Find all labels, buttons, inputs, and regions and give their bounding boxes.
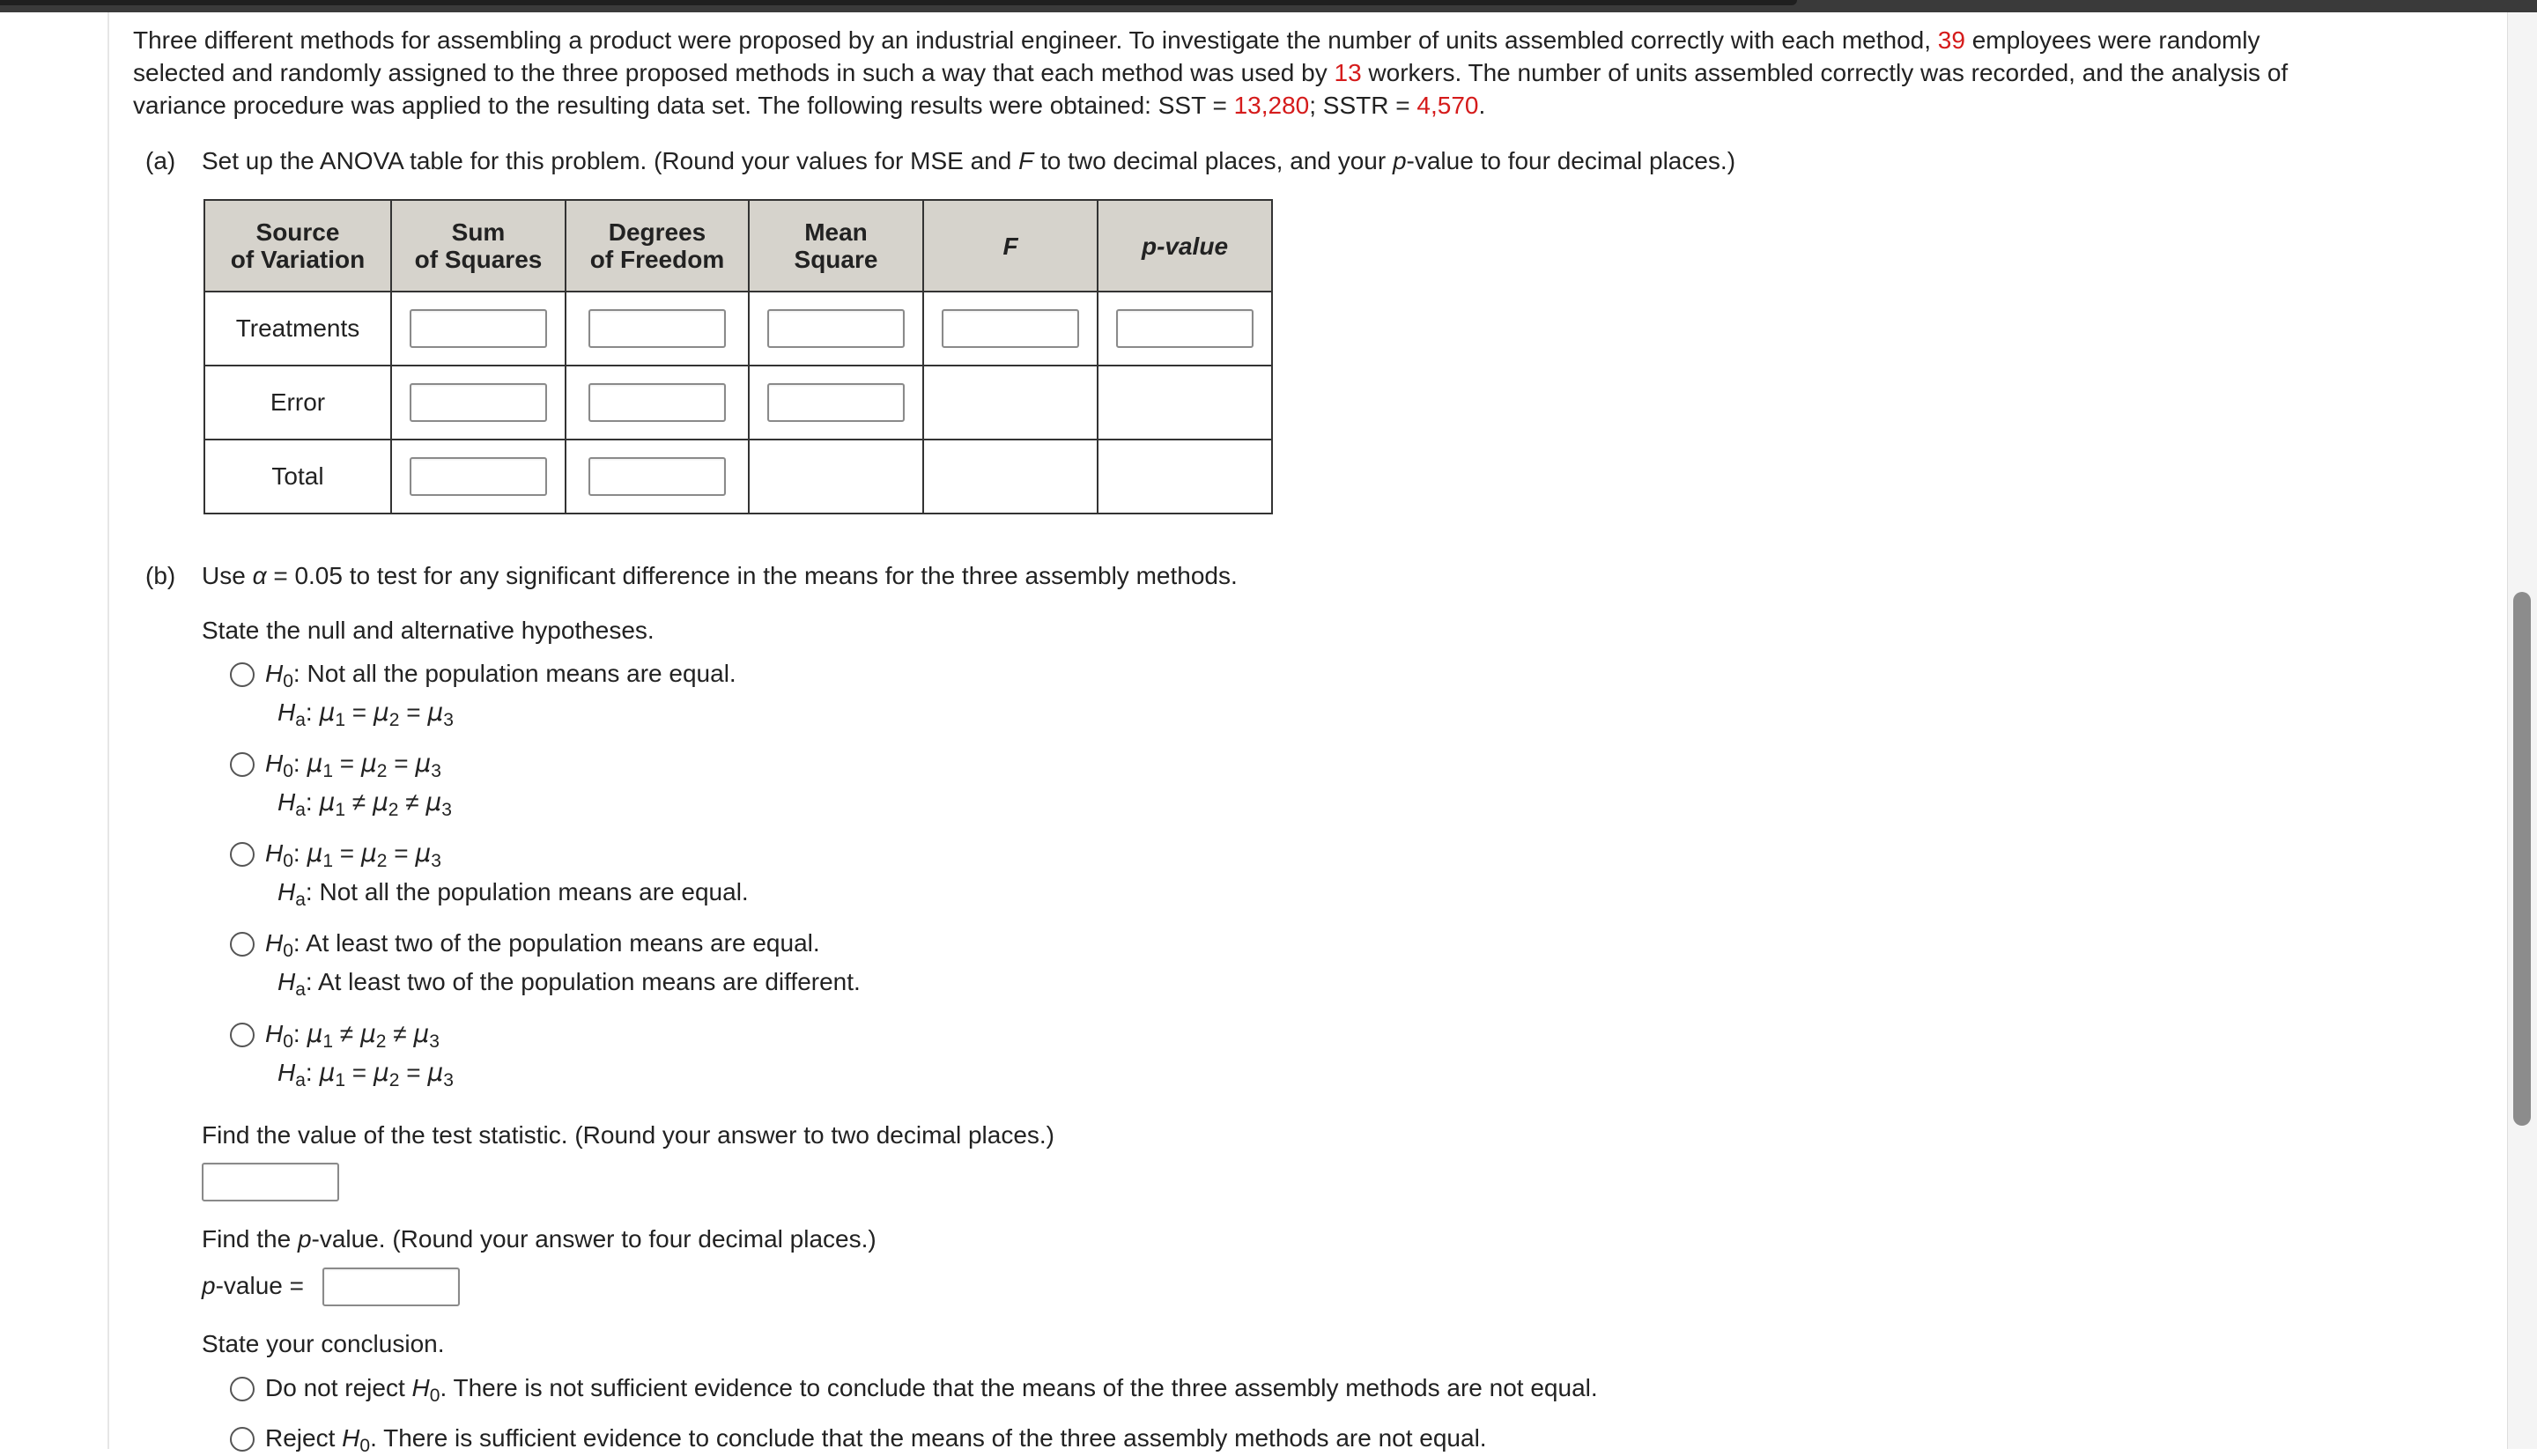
- treatments-f-input[interactable]: [942, 309, 1079, 348]
- error-ms-input[interactable]: [767, 383, 905, 422]
- table-row: [204, 440, 1272, 514]
- option-2-ha: $H_a$: $\mu_1 \ne \mu_2 \ne \mu_3$: [277, 787, 452, 820]
- error-ss-input[interactable]: [410, 383, 547, 422]
- workers-value: 13: [1334, 59, 1362, 86]
- table-row: [204, 292, 1272, 366]
- hypothesis-option-1-radio[interactable]: [230, 662, 255, 687]
- treatments-ss-input[interactable]: [410, 309, 547, 348]
- part-a-instructions: Set up the ANOVA table for this problem. (Round your values for MSE and F to two decimal places, and your p-value to four decimal places.): [202, 147, 1736, 174]
- total-df-input[interactable]: [588, 457, 726, 496]
- option-1-ha: $H_a$: $\mu_1 = \mu_2 = \mu_3$: [277, 698, 454, 730]
- row-label-error: Error: [204, 366, 391, 440]
- problem-line-2: selected and randomly assigned to the three proposed methods in such a way that each method was used by 13 workers. The number of units assembled correctly was recorded, and the analysis of: [133, 59, 2289, 86]
- test-statistic-input[interactable]: [202, 1163, 339, 1201]
- conclusion-option-2-radio[interactable]: [230, 1427, 255, 1452]
- conclusion-option-2: Reject $H_0$. There is sufficient evidence to conclude that the means of the three assembly methods are not equal.: [265, 1424, 1487, 1456]
- problem-line-1: Three different methods for assembling a product were proposed by an industrial engineer. To investigate the number of units assembled correctly with each method, 39 employees were randomly: [133, 26, 2260, 54]
- left-margin-rule: [107, 12, 109, 1449]
- row-label-total: Total: [204, 440, 391, 514]
- header-degrees-of-freedom: Degrees of Freedom: [566, 200, 749, 292]
- header-sum-of-squares: Sum of Squares: [391, 200, 566, 292]
- state-hypotheses-label: State the null and alternative hypotheses.: [202, 617, 655, 644]
- scrollbar-thumb[interactable]: [2513, 592, 2531, 1126]
- header-mean-square: Mean Square: [749, 200, 923, 292]
- employees-value: 39: [1937, 26, 1965, 54]
- header-p-value: p-value: [1098, 200, 1272, 292]
- anova-table: [203, 199, 1273, 514]
- conclusion-option-1-radio[interactable]: [230, 1377, 255, 1401]
- p-value-input[interactable]: [322, 1268, 460, 1306]
- hypothesis-option-4-radio[interactable]: [230, 932, 255, 957]
- header-source: Source of Variation: [204, 200, 391, 292]
- problem-line-3: variance procedure was applied to the resulting data set. The following results were obtained: SST = 13,280; SSTR = 4,570.: [133, 92, 1486, 119]
- header-f: F: [923, 200, 1098, 292]
- error-df-input[interactable]: [588, 383, 726, 422]
- hypothesis-option-5-radio[interactable]: [230, 1023, 255, 1047]
- table-row: [204, 366, 1272, 440]
- p-value-prompt: p-value =: [202, 1272, 304, 1299]
- row-label-treatments: Treatments: [204, 292, 391, 366]
- hypothesis-option-3-radio[interactable]: [230, 842, 255, 867]
- option-5-ha: $H_a$: $\mu_1 = \mu_2 = \mu_3$: [277, 1058, 454, 1090]
- state-conclusion-label: State your conclusion.: [202, 1330, 445, 1357]
- sst-value: 13,280: [1233, 92, 1310, 119]
- find-p-value-label: Find the p-value. (Round your answer to four decimal places.): [202, 1225, 876, 1253]
- empty-cell: [923, 366, 1098, 440]
- empty-cell: [1098, 366, 1272, 440]
- option-1-h0: $H_0$: Not all the population means are equal.: [265, 660, 736, 691]
- option-4-ha: $H_a$: At least two of the population means are different.: [277, 968, 861, 1000]
- empty-cell: [923, 440, 1098, 514]
- treatments-pvalue-input[interactable]: [1116, 309, 1254, 348]
- empty-cell: [749, 440, 923, 514]
- sstr-value: 4,570: [1416, 92, 1479, 119]
- option-4-h0: $H_0$: At least two of the population means are equal.: [265, 929, 820, 961]
- part-a-label: (a): [145, 147, 176, 174]
- conclusion-option-1: Do not reject $H_0$. There is not sufficient evidence to conclude that the means of the three assembly methods are not equal.: [265, 1374, 1598, 1406]
- part-b-instructions: Use α = 0.05 to test for any significant difference in the means for the three assembly methods.: [202, 562, 1238, 589]
- hypothesis-option-2-radio[interactable]: [230, 752, 255, 777]
- option-3-ha: $H_a$: Not all the population means are equal.: [277, 878, 749, 910]
- window-top-accent: [0, 0, 1797, 5]
- total-ss-input[interactable]: [410, 457, 547, 496]
- treatments-ms-input[interactable]: [767, 309, 905, 348]
- option-2-h0: $H_0$: $\mu_1 = \mu_2 = \mu_3$: [265, 749, 441, 781]
- option-5-h0: $H_0$: $\mu_1 \ne \mu_2 \ne \mu_3$: [265, 1019, 440, 1052]
- treatments-df-input[interactable]: [588, 309, 726, 348]
- find-test-statistic-label: Find the value of the test statistic. (Round your answer to two decimal places.): [202, 1121, 1055, 1149]
- part-b-label: (b): [145, 562, 176, 589]
- option-3-h0: $H_0$: $\mu_1 = \mu_2 = \mu_3$: [265, 839, 441, 871]
- empty-cell: [1098, 440, 1272, 514]
